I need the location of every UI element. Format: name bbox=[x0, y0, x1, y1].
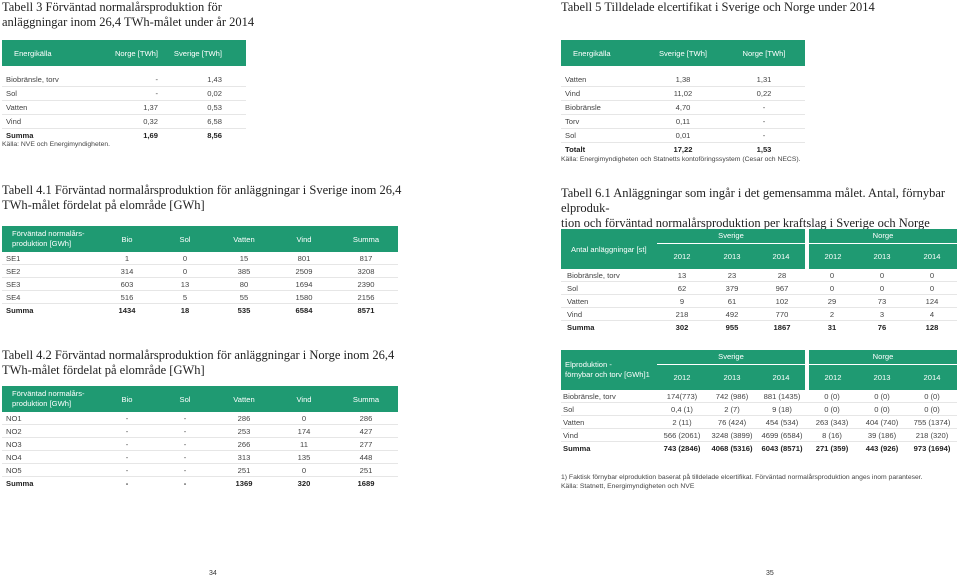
year-header: 2014 bbox=[923, 251, 941, 261]
row-value: 76 bbox=[877, 322, 887, 332]
row-value: 973 (1694) bbox=[913, 443, 951, 453]
row-value: 443 (926) bbox=[865, 443, 899, 453]
table62-row bbox=[561, 390, 957, 402]
table62-row-sum bbox=[561, 442, 957, 454]
row-value: 0,01 bbox=[675, 131, 691, 140]
row-value: 566 (2061) bbox=[663, 430, 701, 440]
row-value: 404 (740) bbox=[865, 417, 899, 427]
row-label: Vatten bbox=[6, 103, 28, 112]
row-value: 0 bbox=[929, 283, 935, 293]
table42-row bbox=[2, 412, 398, 424]
row-value: 743 (2846) bbox=[663, 443, 701, 453]
row-value: 516 bbox=[120, 292, 134, 302]
table42-header-summa: Summa bbox=[352, 394, 380, 404]
row-label: Biobränsle bbox=[565, 103, 601, 112]
table41-header-label bbox=[2, 226, 98, 252]
row-value: 2 (7) bbox=[724, 404, 740, 414]
row-value: 11,02 bbox=[673, 89, 693, 98]
table41-header-label-line1: Förväntad normalårs- bbox=[12, 229, 85, 238]
table42-row-sum bbox=[2, 477, 398, 489]
row-value: 1867 bbox=[773, 322, 791, 332]
table3-header-sweden: Sverige [TWh] bbox=[173, 48, 222, 58]
page-number-left: 34 bbox=[209, 570, 217, 577]
table41-header-vatten: Vatten bbox=[233, 234, 255, 244]
row-value: 313 bbox=[237, 452, 251, 462]
row-label: NO2 bbox=[6, 426, 22, 436]
table5-row bbox=[561, 87, 805, 100]
table62-row bbox=[561, 403, 957, 415]
table5-source: Källa: Energimyndigheten och Statnetts kontoföringssystem (Cesar och NECS). bbox=[561, 156, 801, 163]
row-value: - bbox=[762, 131, 766, 140]
row-value: - bbox=[125, 413, 129, 423]
row-value: - bbox=[155, 89, 158, 98]
row-value: 0,53 bbox=[207, 103, 222, 112]
row-value: 1,53 bbox=[756, 145, 772, 154]
table62-source: Källa: Statnett, Energimyndigheten och NVE bbox=[561, 483, 695, 490]
table3-header-source: Energikälla bbox=[14, 48, 52, 58]
row-value: 5 bbox=[182, 292, 188, 302]
table61-title-line1: Tabell 6.1 Anläggningar som ingår i det gemensamma målet. Antal, förnybar elproduk- bbox=[561, 186, 946, 215]
row-label: Totalt bbox=[565, 145, 586, 154]
row-value: 4068 (5316) bbox=[711, 443, 753, 453]
row-value: 80 bbox=[239, 279, 249, 289]
row-value: 379 bbox=[725, 283, 739, 293]
table42-header-label-line1: Förväntad normalårs- bbox=[12, 389, 85, 398]
row-label: Sol bbox=[563, 404, 574, 414]
row-label: Biobränsle, torv bbox=[563, 391, 616, 401]
row-value: 0,11 bbox=[675, 117, 691, 126]
table41-row bbox=[2, 278, 398, 290]
table42-row bbox=[2, 464, 398, 476]
row-label: Sol bbox=[6, 89, 17, 98]
row-value: 1,43 bbox=[207, 75, 222, 84]
row-value: 320 bbox=[297, 478, 311, 488]
row-value: 6043 (8571) bbox=[761, 443, 803, 453]
table3-row bbox=[2, 115, 246, 128]
row-value: 3248 (3899) bbox=[711, 430, 753, 440]
year-header: 2012 bbox=[807, 243, 857, 269]
table62-row bbox=[561, 429, 957, 441]
row-value: 0,4 (1) bbox=[671, 404, 693, 414]
row-value: 62 bbox=[677, 283, 687, 293]
row-label: SE4 bbox=[6, 292, 21, 302]
table5 bbox=[561, 40, 805, 156]
row-value: 102 bbox=[775, 296, 789, 306]
row-value: 0 bbox=[301, 413, 307, 423]
row-label: Sol bbox=[565, 131, 576, 140]
row-value: - bbox=[183, 465, 187, 475]
row-value: 1689 bbox=[357, 478, 375, 488]
row-value: 448 bbox=[359, 452, 373, 462]
row-value: 61 bbox=[727, 296, 737, 306]
row-value: 9 bbox=[679, 296, 685, 306]
row-value: - bbox=[125, 426, 129, 436]
row-value: 0 (0) bbox=[874, 391, 890, 401]
row-value: 8,56 bbox=[207, 131, 222, 140]
row-label: Vind bbox=[6, 117, 22, 126]
row-value: 454 (534) bbox=[765, 417, 799, 427]
row-value: 3208 bbox=[357, 266, 375, 276]
row-value: 535 bbox=[237, 305, 251, 315]
year-header: 2012 bbox=[673, 251, 691, 261]
table42-row bbox=[2, 425, 398, 437]
table61-row-sum bbox=[561, 321, 957, 333]
row-value: 2390 bbox=[357, 279, 375, 289]
row-value: 286 bbox=[237, 413, 251, 423]
row-value: 1,38 bbox=[675, 75, 691, 84]
row-value: 0 bbox=[301, 465, 307, 475]
row-value: 4699 (6584) bbox=[761, 430, 803, 440]
row-value: 4 bbox=[929, 309, 935, 319]
table61-row bbox=[561, 282, 957, 294]
table41-header-bio: Bio bbox=[121, 234, 133, 244]
table3-title-line1: Tabell 3 Förväntad normalårsproduktion för bbox=[2, 0, 222, 14]
table62-header-sweden: Sverige bbox=[657, 350, 807, 364]
row-value: 302 bbox=[675, 322, 689, 332]
table42-header-vind: Vind bbox=[296, 394, 312, 404]
table41-row bbox=[2, 265, 398, 277]
row-value: 1694 bbox=[295, 279, 313, 289]
row-value: 0,32 bbox=[143, 117, 158, 126]
row-value: 29 bbox=[827, 296, 837, 306]
table3-header-norway: Norge [TWh] bbox=[114, 48, 158, 58]
row-value: 39 (186) bbox=[867, 430, 897, 440]
year-header: 2013 bbox=[723, 251, 741, 261]
table42 bbox=[2, 386, 398, 489]
row-value: 0,22 bbox=[756, 89, 772, 98]
row-value: 314 bbox=[120, 266, 134, 276]
row-value: 0 (0) bbox=[874, 404, 890, 414]
year-header: 2013 bbox=[723, 372, 741, 382]
row-value: 76 (424) bbox=[717, 417, 747, 427]
table61-row bbox=[561, 295, 957, 307]
table5-row bbox=[561, 115, 805, 128]
table3-source: Källa: NVE och Energimyndigheten. bbox=[2, 141, 111, 148]
row-value: 13 bbox=[677, 270, 687, 280]
row-label: Summa bbox=[6, 478, 34, 488]
table42-title bbox=[2, 348, 394, 378]
row-value: 73 bbox=[877, 296, 887, 306]
row-value: 13 bbox=[180, 279, 190, 289]
table41-header-vind: Vind bbox=[296, 234, 312, 244]
page-number-right: 35 bbox=[766, 570, 774, 577]
row-value: - bbox=[125, 478, 129, 488]
row-label: Sol bbox=[567, 283, 578, 293]
table5-title: Tabell 5 Tilldelade elcertifikat i Sverige och Norge under 2014 bbox=[561, 0, 875, 14]
row-label: NO5 bbox=[6, 465, 22, 475]
row-value: 2 (11) bbox=[672, 417, 692, 427]
table61-header-norway: Norge bbox=[807, 229, 957, 243]
row-label: Summa bbox=[6, 131, 34, 140]
row-value: - bbox=[762, 117, 766, 126]
row-value: 4,70 bbox=[675, 103, 691, 112]
row-value: 251 bbox=[359, 465, 373, 475]
row-value: 23 bbox=[727, 270, 737, 280]
table42-title-line1: Tabell 4.2 Förväntad normalårsproduktion för anläggningar i Norge inom 26,4 bbox=[2, 348, 395, 362]
row-value: - bbox=[155, 75, 158, 84]
row-label: Biobränsle, torv bbox=[567, 270, 620, 280]
row-value: 801 bbox=[297, 253, 311, 263]
row-label: Vind bbox=[563, 430, 579, 440]
table42-header-label-line2: produktion [GWh] bbox=[12, 399, 72, 408]
row-value: 277 bbox=[359, 439, 373, 449]
row-value: 11 bbox=[300, 439, 308, 449]
row-value: 1434 bbox=[118, 305, 136, 315]
row-value: 218 (320) bbox=[915, 430, 949, 440]
year-header: 2013 bbox=[873, 251, 891, 261]
row-value: 0 bbox=[929, 270, 935, 280]
table5-row bbox=[561, 101, 805, 114]
row-value: - bbox=[125, 465, 129, 475]
row-value: 0,02 bbox=[207, 89, 222, 98]
table3-row bbox=[2, 101, 246, 114]
row-value: 8571 bbox=[357, 305, 375, 315]
row-value: 15 bbox=[239, 253, 249, 263]
row-value: 128 bbox=[925, 322, 939, 332]
row-value: 0 (0) bbox=[924, 404, 940, 414]
row-value: 0 bbox=[182, 253, 188, 263]
table61-header-sweden: Sverige bbox=[657, 229, 807, 243]
table5-header-sweden: Sverige [TWh] bbox=[658, 48, 708, 58]
row-value: 492 bbox=[725, 309, 739, 319]
row-value: 2156 bbox=[357, 292, 375, 302]
row-value: 6,58 bbox=[207, 117, 222, 126]
table41-title bbox=[2, 183, 401, 213]
row-label: Summa bbox=[563, 443, 591, 453]
row-value: 1,69 bbox=[143, 131, 158, 140]
table3-row bbox=[2, 87, 246, 100]
row-value: 955 bbox=[725, 322, 739, 332]
row-value: 967 bbox=[775, 283, 789, 293]
table41-row bbox=[2, 252, 398, 264]
row-value: 0 bbox=[879, 283, 885, 293]
year-header: 2014 bbox=[772, 372, 790, 382]
row-value: 6584 bbox=[295, 305, 313, 315]
table5-header-source: Energikälla bbox=[573, 48, 611, 58]
row-value: - bbox=[183, 413, 187, 423]
table41-row bbox=[2, 291, 398, 303]
table41 bbox=[2, 226, 398, 316]
row-value: 1369 bbox=[235, 478, 253, 488]
row-value: 135 bbox=[297, 452, 311, 462]
row-label: SE3 bbox=[6, 279, 21, 289]
row-label: Vind bbox=[567, 309, 583, 319]
row-value: 266 bbox=[237, 439, 251, 449]
row-value: 174 bbox=[297, 426, 311, 436]
table42-title-line2: TWh-målet fördelat på elområde [GWh] bbox=[2, 363, 205, 377]
row-value: - bbox=[183, 452, 187, 462]
row-value: - bbox=[183, 426, 187, 436]
table42-header-vatten: Vatten bbox=[233, 394, 255, 404]
row-value: 2 bbox=[829, 309, 835, 319]
year-header: 2014 bbox=[923, 372, 941, 382]
table41-header-sol: Sol bbox=[179, 234, 191, 244]
row-value: 385 bbox=[237, 266, 251, 276]
row-value: 8 (16) bbox=[822, 430, 842, 440]
row-value: 18 bbox=[180, 305, 190, 315]
row-value: - bbox=[183, 439, 187, 449]
row-value: 251 bbox=[237, 465, 251, 475]
row-value: 286 bbox=[359, 413, 373, 423]
table62-header-norway: Norge bbox=[807, 350, 957, 364]
row-label: SE1 bbox=[6, 253, 21, 263]
row-label: Vatten bbox=[567, 296, 589, 306]
row-value: 0 bbox=[829, 283, 835, 293]
row-value: 0 bbox=[829, 270, 835, 280]
table5-header-norway: Norge [TWh] bbox=[742, 48, 786, 58]
row-value: 55 bbox=[239, 292, 249, 302]
row-value: 0 bbox=[182, 266, 188, 276]
row-label: Summa bbox=[6, 305, 34, 315]
row-value: 755 (1374) bbox=[913, 417, 951, 427]
year-header: 2013 bbox=[873, 372, 891, 382]
row-value: 263 (343) bbox=[815, 417, 849, 427]
row-value: 17,22 bbox=[673, 145, 693, 154]
table42-row bbox=[2, 438, 398, 450]
row-label: Torv bbox=[565, 117, 580, 126]
row-value: 0 (0) bbox=[824, 391, 840, 401]
row-label: Biobränsle, torv bbox=[6, 75, 59, 84]
row-value: 9 (18) bbox=[772, 404, 792, 414]
row-value: - bbox=[183, 478, 187, 488]
table42-header-sol: Sol bbox=[179, 394, 191, 404]
table62-header-label bbox=[561, 350, 657, 390]
table41-header-label-line2: produktion [GWh] bbox=[12, 239, 72, 248]
row-value: 1,37 bbox=[143, 103, 158, 112]
row-value: 0 (0) bbox=[924, 391, 940, 401]
year-header: 2012 bbox=[807, 364, 857, 390]
table42-header-label bbox=[2, 386, 98, 412]
row-value: 271 (359) bbox=[815, 443, 849, 453]
row-value: 253 bbox=[237, 426, 251, 436]
row-value: 427 bbox=[359, 426, 373, 436]
row-value: 124 bbox=[925, 296, 939, 306]
table62-row bbox=[561, 416, 957, 428]
row-label: Summa bbox=[567, 322, 595, 332]
table61-header-spacer: Antal anläggningar [st] bbox=[571, 244, 647, 254]
row-value: 28 bbox=[777, 270, 787, 280]
table41-header-summa: Summa bbox=[352, 234, 380, 244]
row-value: 1 bbox=[124, 253, 130, 263]
row-value: 603 bbox=[120, 279, 134, 289]
row-value: - bbox=[762, 103, 766, 112]
row-value: 1580 bbox=[295, 292, 313, 302]
row-value: - bbox=[125, 452, 129, 462]
year-header: 2012 bbox=[673, 372, 691, 382]
row-label: Vind bbox=[565, 89, 581, 98]
row-value: 742 (986) bbox=[715, 391, 749, 401]
table42-header-bio: Bio bbox=[121, 394, 133, 404]
table41-row-sum bbox=[2, 304, 398, 316]
table3 bbox=[2, 40, 246, 142]
row-value: 0 (0) bbox=[824, 404, 840, 414]
table61-title bbox=[561, 186, 960, 231]
table62-header-label-line1: Elproduktion - bbox=[565, 360, 612, 369]
table61-row bbox=[561, 308, 957, 320]
table3-title-line2: anläggningar inom 26,4 TWh-målet under år 2014 bbox=[2, 15, 255, 29]
row-label: Vatten bbox=[563, 417, 585, 427]
table61 bbox=[561, 229, 957, 333]
table5-row bbox=[561, 73, 805, 86]
table62-footnote: 1) Faktisk förnybar elproduktion baserat på tilldelade elcertifikat. Förväntad normalårsproduktion anges inom paranteser. bbox=[561, 474, 923, 481]
row-value: 2509 bbox=[295, 266, 313, 276]
table61-title-line2: tion och förväntad normalårsproduktion per kraftslag i Sverige och Norge bbox=[561, 216, 930, 230]
table3-title bbox=[2, 0, 254, 30]
table61-row bbox=[561, 269, 957, 281]
row-value: 31 bbox=[827, 322, 837, 332]
table41-title-line1: Tabell 4.1 Förväntad normalårsproduktion för anläggningar i Sverige inom 26,4 bbox=[2, 183, 402, 197]
row-value: 1,31 bbox=[756, 75, 772, 84]
row-value: 770 bbox=[775, 309, 789, 319]
row-value: 817 bbox=[359, 253, 373, 263]
row-value: - bbox=[125, 439, 129, 449]
row-value: 3 bbox=[879, 309, 885, 319]
table41-title-line2: TWh-målet fördelat på elområde [GWh] bbox=[2, 198, 205, 212]
row-value: 218 bbox=[675, 309, 689, 319]
row-label: SE2 bbox=[6, 266, 21, 276]
row-value: 174(773) bbox=[666, 391, 698, 401]
table62-header-label-line2: förnybar och torv [GWh]1 bbox=[565, 370, 650, 379]
row-label: NO1 bbox=[6, 413, 22, 423]
table42-row bbox=[2, 451, 398, 463]
table3-row bbox=[2, 73, 246, 86]
row-label: Vatten bbox=[565, 75, 587, 84]
row-value: 0 bbox=[879, 270, 885, 280]
year-header: 2014 bbox=[772, 251, 790, 261]
row-label: NO3 bbox=[6, 439, 22, 449]
table62 bbox=[561, 350, 957, 454]
table5-row bbox=[561, 129, 805, 142]
row-value: 881 (1435) bbox=[763, 391, 801, 401]
row-label: NO4 bbox=[6, 452, 22, 462]
